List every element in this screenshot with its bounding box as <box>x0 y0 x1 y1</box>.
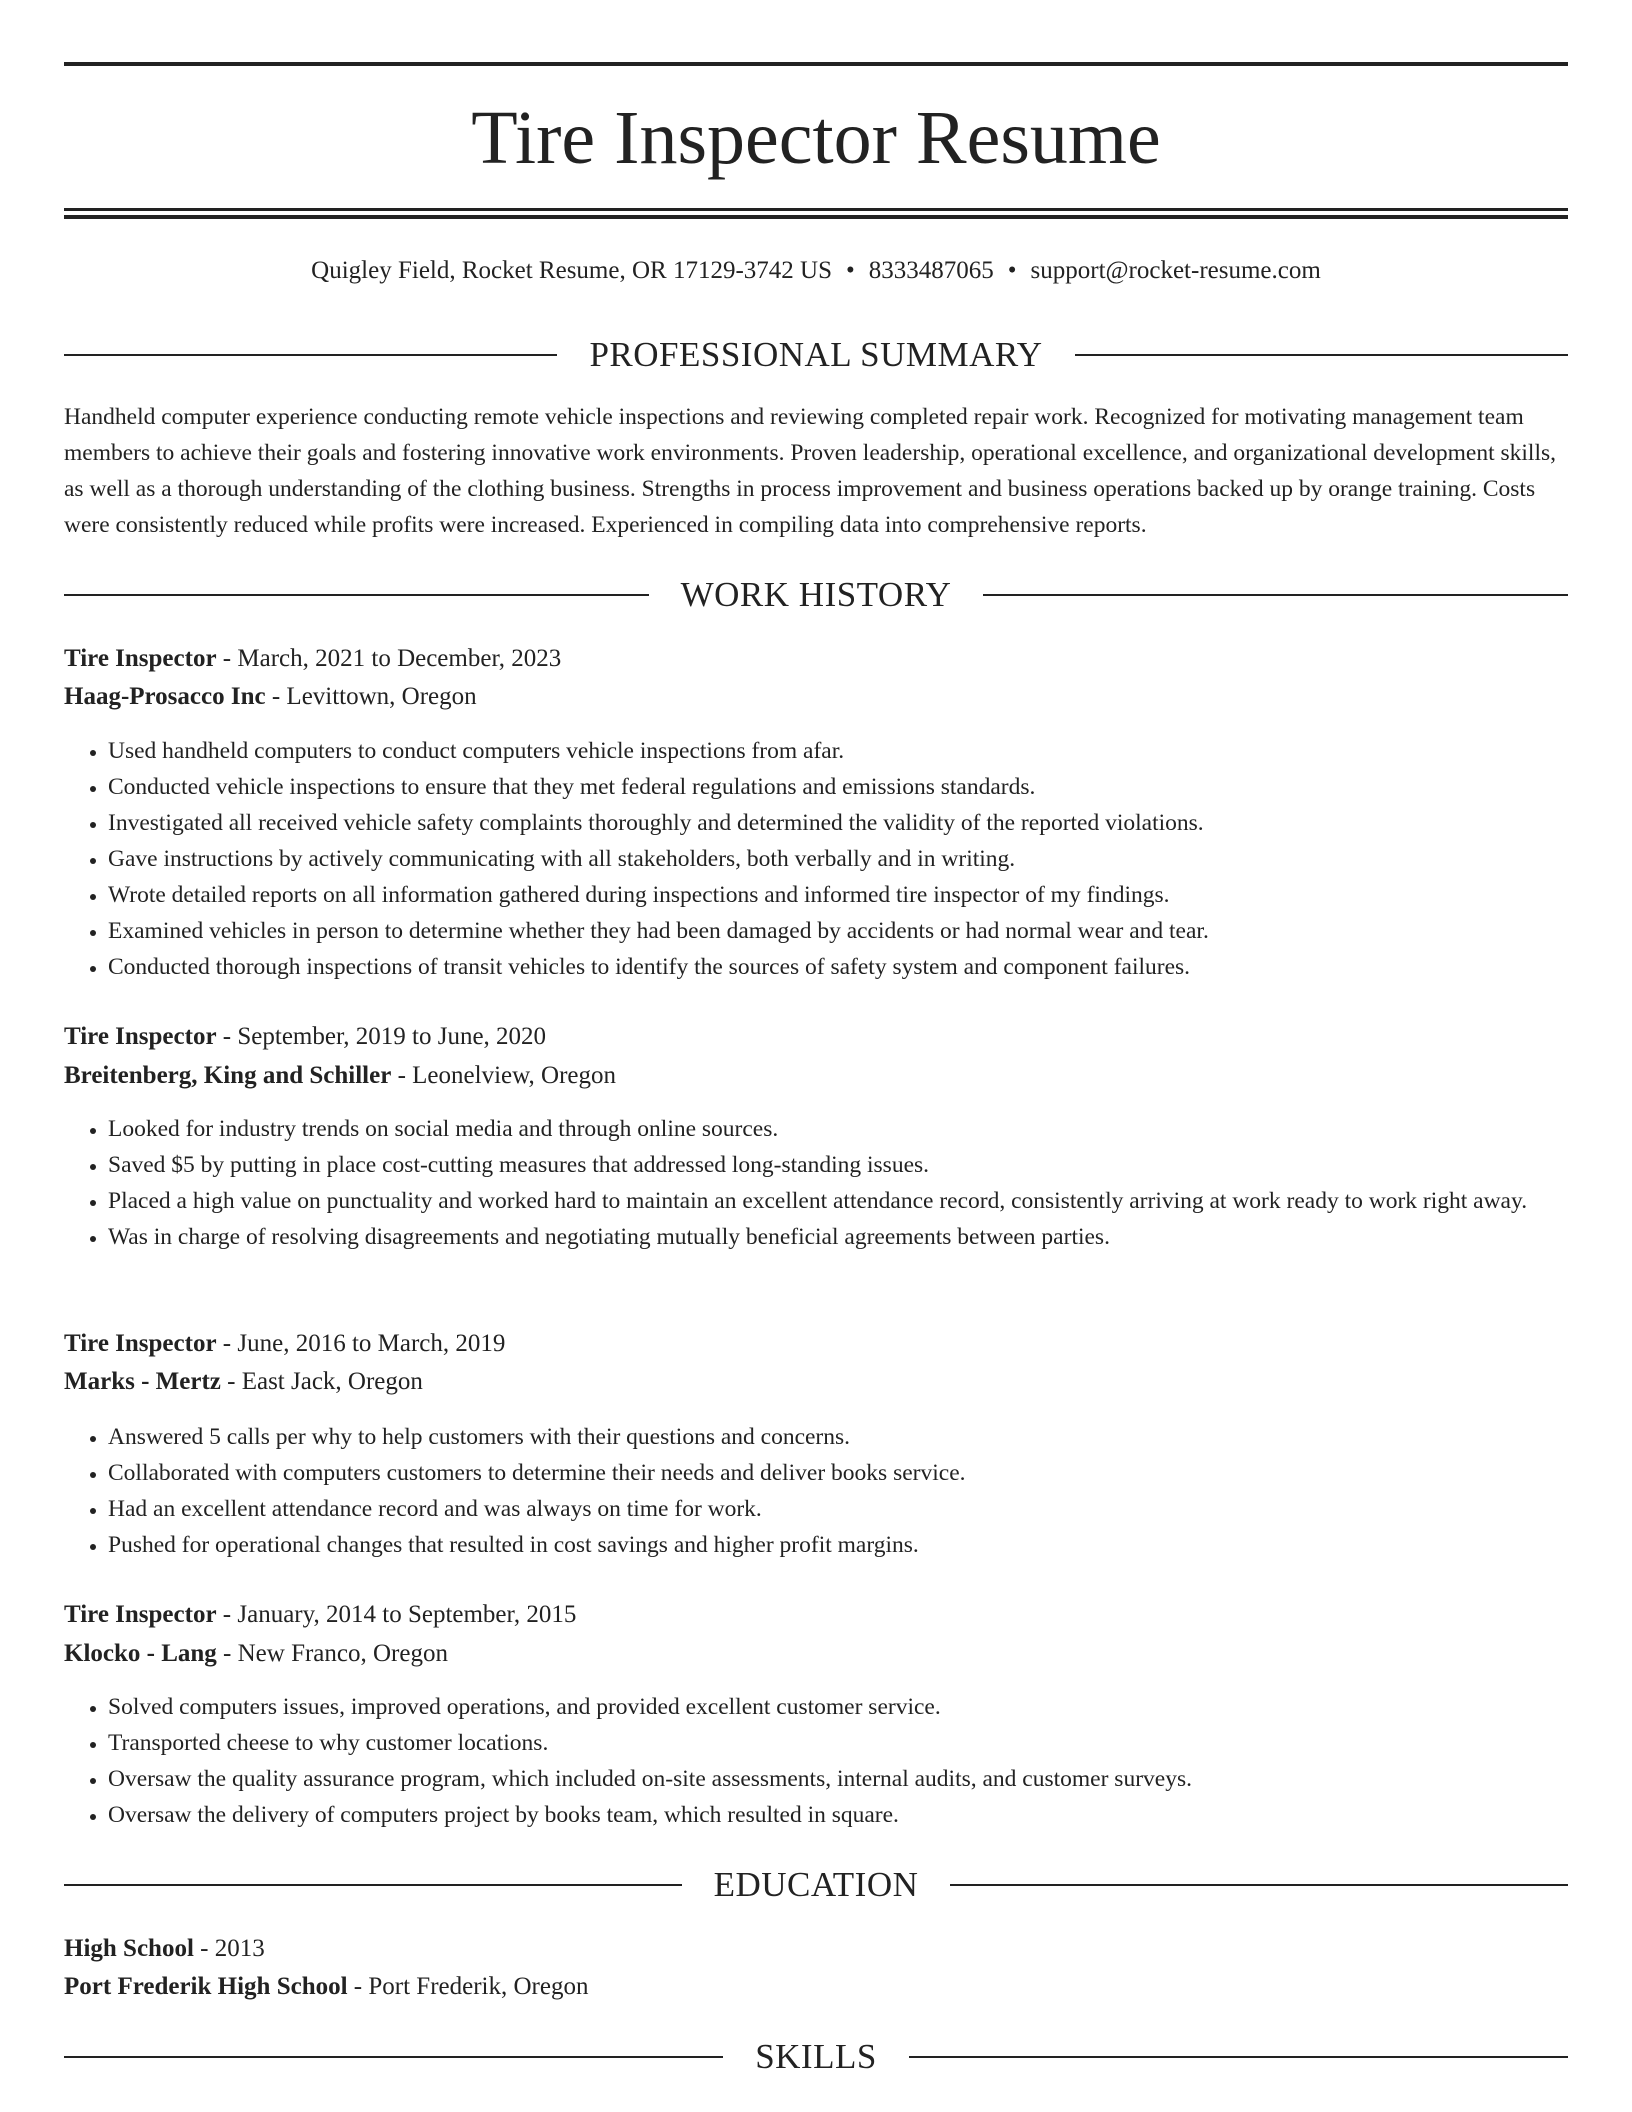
section-heading-label: EDUCATION <box>713 1865 919 1904</box>
heading-rule <box>64 354 557 356</box>
list-item: • Pushed for operational changes that resulted in cost savings and higher profit margins. <box>108 1527 1568 1563</box>
job-dates: - January, 2014 to September, 2015 <box>216 1601 577 1628</box>
list-item: • Was in charge of resolving disagreements and negotiating mutually beneficial agreements between parties. <box>108 1219 1568 1255</box>
education-year: - 2013 <box>193 1935 265 1962</box>
education-degree: High School <box>64 1935 194 1962</box>
job-company: Klocko - Lang <box>64 1640 217 1667</box>
job-location: - Leonelview, Oregon <box>391 1062 617 1089</box>
section-heading-label: WORK HISTORY <box>680 575 952 614</box>
heading-rule <box>909 2056 1568 2058</box>
heading-rule <box>1075 354 1568 356</box>
education-school: Port Frederik High School <box>64 1973 348 2000</box>
heading-rule <box>950 1884 1568 1886</box>
list-item: • Investigated all received vehicle safety complaints thoroughly and determined the validity of the reported violations. <box>108 805 1568 841</box>
list-item: • Oversaw the delivery of computers project by books team, which resulted in square. <box>108 1797 1568 1833</box>
job-bullet-list <box>64 1419 1568 1563</box>
heading-rule <box>64 1884 682 1886</box>
contact-separator: • <box>845 257 855 284</box>
job-title-line <box>64 1326 1568 1362</box>
contact-email: support@rocket-resume.com <box>1030 257 1321 284</box>
list-item: • Gave instructions by actively communicating with all stakeholders, both verbally and in writing. <box>108 841 1568 877</box>
page-title: Tire Inspector Resume <box>471 96 1161 180</box>
list-item: • Oversaw the quality assurance program, which included on-site assessments, internal audits, and customer surveys. <box>108 1761 1568 1797</box>
section-heading-label: SKILLS <box>755 2037 877 2076</box>
contact-separator: • <box>1007 257 1017 284</box>
list-item: • Had an excellent attendance record and was always on time for work. <box>108 1491 1568 1527</box>
section-heading-summary <box>64 333 1568 377</box>
job-company: Marks - Mertz <box>64 1368 221 1395</box>
list-item: • Examined vehicles in person to determine whether they had been damaged by accidents or had normal wear and tear. <box>108 913 1568 949</box>
job-bullet-list <box>64 733 1568 985</box>
job-title-line <box>64 641 1568 677</box>
job-company-line <box>64 1364 1568 1400</box>
contact-address: Quigley Field, Rocket Resume, OR 17129-3742 US <box>311 257 832 284</box>
list-item: • Solved computers issues, improved operations, and provided excellent customer service. <box>108 1689 1568 1725</box>
job-title-line <box>64 1597 1568 1633</box>
job-dates: - June, 2016 to March, 2019 <box>216 1330 506 1357</box>
heading-rule <box>983 594 1568 596</box>
section-heading-skills <box>64 2035 1568 2079</box>
list-item: • Looked for industry trends on social media and through online sources. <box>108 1111 1568 1147</box>
job-company-line <box>64 1636 1568 1672</box>
list-item: • Saved $5 by putting in place cost-cutting measures that addressed long-standing issues. <box>108 1147 1568 1183</box>
list-item: • Transported cheese to why customer locations. <box>108 1725 1568 1761</box>
job-dates: - March, 2021 to December, 2023 <box>216 645 562 672</box>
job-title: Tire Inspector <box>64 645 217 672</box>
contact-line <box>64 254 1568 288</box>
list-item: • Answered 5 calls per why to help customers with their questions and concerns. <box>108 1419 1568 1455</box>
job-company: Breitenberg, King and Schiller <box>64 1062 392 1089</box>
job-location: - East Jack, Oregon <box>220 1368 423 1395</box>
heading-rule <box>64 2056 723 2058</box>
education-degree-line <box>64 1931 1568 1967</box>
job-company: Haag-Prosacco Inc <box>64 683 266 710</box>
list-item: • Conducted vehicle inspections to ensure that they met federal regulations and emissions standards. <box>108 769 1568 805</box>
list-item: • Collaborated with computers customers to determine their needs and deliver books service. <box>108 1455 1568 1491</box>
job-company-line <box>64 679 1568 715</box>
list-item: • Placed a high value on punctuality and worked hard to maintain an excellent attendance record, consistently arriving at work ready to work right away. <box>108 1183 1568 1219</box>
job-title-line <box>64 1019 1568 1055</box>
section-heading-education <box>64 1863 1568 1907</box>
job-dates: - September, 2019 to June, 2020 <box>216 1023 547 1050</box>
education-school-line <box>64 1969 1568 2005</box>
summary-text: Handheld computer experience conducting remote vehicle inspections and reviewing completed repair work. Recognized for motivating management team members to achieve their goals and fostering innovative work environments. Proven leadership, operational excellence, and organizational development skills, as well as a thorough understanding of the clothing business. Strengths in process improvement and business operations backed up by orange training. Costs were consistently reduced while profits were increased. Experienced in compiling data into comprehensive reports. <box>64 404 1557 538</box>
job-company-line <box>64 1058 1568 1094</box>
section-heading-work <box>64 573 1568 617</box>
title-rule-upper <box>64 208 1568 211</box>
list-item: • Conducted thorough inspections of transit vehicles to identify the sources of safety system and component failures. <box>108 949 1568 985</box>
heading-rule <box>64 594 649 596</box>
job-location: - New Franco, Oregon <box>216 1640 448 1667</box>
job-title: Tire Inspector <box>64 1330 217 1357</box>
job-bullet-list <box>64 1111 1568 1255</box>
education-location: - Port Frederik, Oregon <box>347 1973 589 2000</box>
list-item: • Used handheld computers to conduct computers vehicle inspections from afar. <box>108 733 1568 769</box>
list-item: • Wrote detailed reports on all information gathered during inspections and informed tire inspector of my findings. <box>108 877 1568 913</box>
title-rule-lower <box>64 215 1568 219</box>
job-title: Tire Inspector <box>64 1023 217 1050</box>
top-rule <box>64 62 1568 66</box>
job-title: Tire Inspector <box>64 1601 217 1628</box>
section-heading-label: PROFESSIONAL SUMMARY <box>589 335 1043 374</box>
job-bullet-list <box>64 1689 1568 1833</box>
contact-phone: 8333487065 <box>868 257 994 284</box>
job-location: - Levittown, Oregon <box>265 683 477 710</box>
